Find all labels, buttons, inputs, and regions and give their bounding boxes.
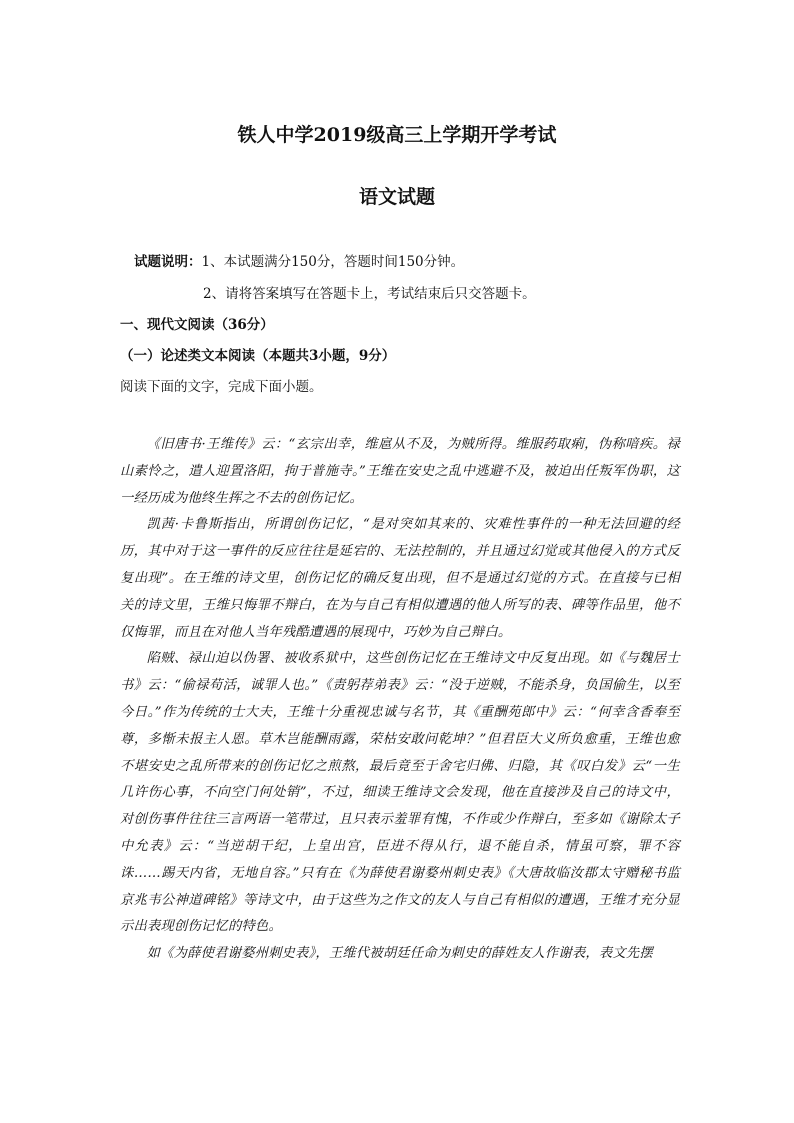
section-heading: 一、现代文阅读（36分） [120,317,274,333]
passage-paragraph-3: 陷贼、禄山迫以伪署、被收系狱中，这些创伤记忆在王维诗文中反复出现。如《与魏居士书》云：“偷禄苟活，诚罪人也。”《责躬荐弟表》云：“没于逆贼，不能杀身，负国偷生，以至今日。”作为传统的士大夫，王维十分重视忠诚与名节，其《重酬苑郎中》云：“何幸含香奉至尊，多惭未报主人恩。草木岂能酬雨露，荣枯安敢问乾坤？”但君臣大义所负愈重，王维也愈不堪安史之乱所带来的创伤记忆之煎熬，最后竟至于舍宅归佛、归隐，其《叹白发》云“一生几许伤心事，不向空门何处销”，不过，细读王维诗文会发现，他在直接涉及自己的诗文中，对创伤事件往往三言两语一笔带过，且只表示羞罪有愧，不作或少作辩白，至多如《谢除太子中允表》云：“当逆胡干纪，上皇出宫，臣进不得从行，退不能自杀，情虽可察，罪不容诛……踢天内省，无地自容。”只有在《为薛使君谢婺州刺史表》《大唐故临汝郡太守赠秘书监京兆韦公神道碑铭》等诗文中，由于这些为之作文的友人与自己有相似的遭遇，王维才充分显示出表现创伤记忆的特色。 [120,651,680,935]
subject-title: 语文试题 [358,186,435,208]
passage-paragraph-2: 凯茜·卡鲁斯指出，所谓创伤记忆，“是对突如其来的、灾难性事件的一种无法回避的经历，其中对于这一事件的反应往往是延宕的、无法控制的，并且通过幻觉或其他侵入的方式反复出现”。在王维的诗文里，创伤记忆的确反复出现，但不是通过幻觉的方式。在直接与已相关的诗文里，王维只悔罪不辩白，在为与自己有相似遭遇的他人所写的表、碑等作品里，他不仅悔罪，而且在对他人当年残酷遭遇的展现中，巧妙为自己辩白。 [120,517,680,640]
exam-notes-line-1 [134,253,464,271]
note-item-2: 2、请将答案填写在答题卡上，考试结束后只交答题卡。 [203,286,536,302]
exam-title: 铁人中学2019级高三上学期开学考试 [237,124,557,146]
passage-paragraph-1: 《旧唐书·王维传》云：“玄宗出幸，维扈从不及，为贼所得。维服药取痢，伪称喑疾。禄山素怜之，遣人迎置洛阳，拘于普施寺。”王维在安史之乱中逃避不及，被迫出任叛军伪职，这一经历成为他终生挥之不去的创伤记忆。 [120,437,680,506]
reading-instruction: 阅读下面的文字，完成下面小题。 [120,379,323,395]
sub-section-heading: （一）论述类文本阅读（本题共3小题，9分） [120,348,396,364]
passage-paragraph-4: 如《为薛使君谢婺州刺史表》，王维代被胡廷任命为刺史的薛姓友人作谢表，表文先摆 [146,946,653,962]
note-item-1: 1、本试题满分150分，答题时间150分钟。 [201,254,465,270]
notes-label: 试题说明： [134,254,202,270]
passage-body [120,432,680,968]
